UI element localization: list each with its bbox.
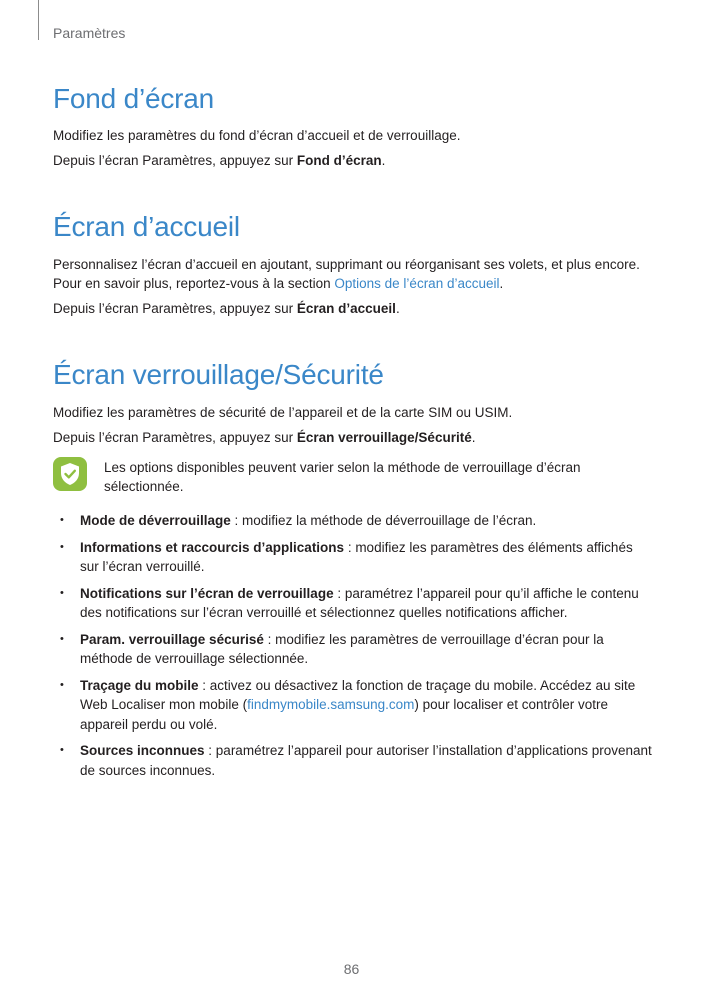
bullet-icon: • — [60, 514, 64, 526]
instruction-paragraph — [53, 151, 653, 170]
paragraph: Modifiez les paramètres du fond d’écran d’accueil et de verrouillage. — [53, 128, 461, 143]
paragraph-line: Personnalisez l’écran d’accueil en ajoutant, supprimant ou réorganisant ses volets, et plus encore. — [53, 257, 640, 272]
section-title-ecran-accueil: Écran d’accueil — [53, 211, 240, 242]
running-header: Paramètres — [53, 25, 126, 41]
instruction-text: Depuis l’écran Paramètres, appuyez sur — [53, 153, 297, 168]
list-item — [60, 676, 655, 735]
list-item — [60, 741, 655, 780]
instruction-suffix: . — [471, 430, 476, 445]
instruction-suffix: . — [381, 153, 386, 168]
option-description: : modifiez les paramètres des éléments affichés sur l’écran verrouillé. — [80, 539, 633, 574]
page-number: 86 — [343, 961, 360, 977]
option-description: : paramétrez l’appareil pour autoriser l’installation d’applications provenant de sources inconnues. — [80, 743, 652, 778]
bullet-icon: • — [60, 744, 64, 756]
option-name: Param. verrouillage sécurisé — [80, 631, 264, 647]
option-description: ) pour localiser et contrôler votre appareil perdu ou volé. — [80, 697, 608, 732]
instruction-suffix: . — [395, 301, 400, 316]
paragraph-line: Pour en savoir plus, reportez-vous à la section — [53, 276, 335, 291]
bullet-icon: • — [60, 678, 64, 691]
note-text: Les options disponibles peuvent varier selon la méthode de verrouillage d’écran sélectionnée. — [104, 460, 581, 494]
instruction-paragraph — [53, 428, 653, 447]
option-name: Traçage du mobile — [80, 677, 199, 693]
paragraph: Modifiez les paramètres de sécurité de l’appareil et de la carte SIM ou USIM. — [53, 405, 513, 420]
shield-check-icon — [53, 457, 87, 491]
list-item — [60, 584, 655, 623]
website-link[interactable]: findmymobile.samsung.com — [247, 697, 415, 712]
section-title-ecran-verrouillage: Écran verrouillage/Sécurité — [53, 359, 384, 390]
option-name: Mode de déverrouillage — [80, 513, 231, 528]
instruction-text: Depuis l’écran Paramètres, appuyez sur — [53, 430, 297, 445]
option-description: : modifiez les paramètres de verrouillage d’écran pour la méthode de verrouillage sélectionnée. — [80, 631, 604, 666]
menu-path: Écran d’accueil — [296, 301, 396, 316]
header-rule — [38, 0, 39, 40]
instruction-paragraph — [53, 299, 653, 318]
option-description: : modifiez la méthode de déverrouillage de l’écran. — [230, 513, 537, 528]
paragraph-suffix: . — [499, 276, 504, 291]
option-name: Sources inconnues — [80, 743, 205, 758]
bullet-icon: • — [60, 632, 64, 645]
menu-path: Écran verrouillage/Sécurité — [296, 430, 472, 445]
instruction-text: Depuis l’écran Paramètres, appuyez sur — [53, 301, 297, 316]
bullet-icon: • — [60, 540, 64, 553]
cross-reference-link[interactable]: Options de l’écran d’accueil — [334, 276, 500, 291]
bullet-icon: • — [60, 586, 64, 599]
list-item — [60, 511, 655, 531]
option-name: Informations et raccourcis d’applications — [80, 539, 345, 555]
list-item — [60, 538, 655, 577]
option-description: : paramétrez l’appareil pour qu’il affiche le contenu des notifications sur l’écran verrouillé et sélectionnez quelles notifications afficher. — [80, 585, 639, 620]
option-name: Notifications sur l’écran de verrouillage — [80, 585, 334, 601]
paragraph — [53, 255, 653, 293]
option-description: : activez ou désactivez la fonction de traçage du mobile. Accédez au site Web Localiser mon mobile ( — [80, 677, 636, 712]
menu-path: Fond d’écran — [296, 153, 382, 168]
section-title-fond-ecran: Fond d’écran — [53, 83, 215, 114]
list-item — [60, 630, 655, 669]
option-list — [60, 511, 655, 787]
